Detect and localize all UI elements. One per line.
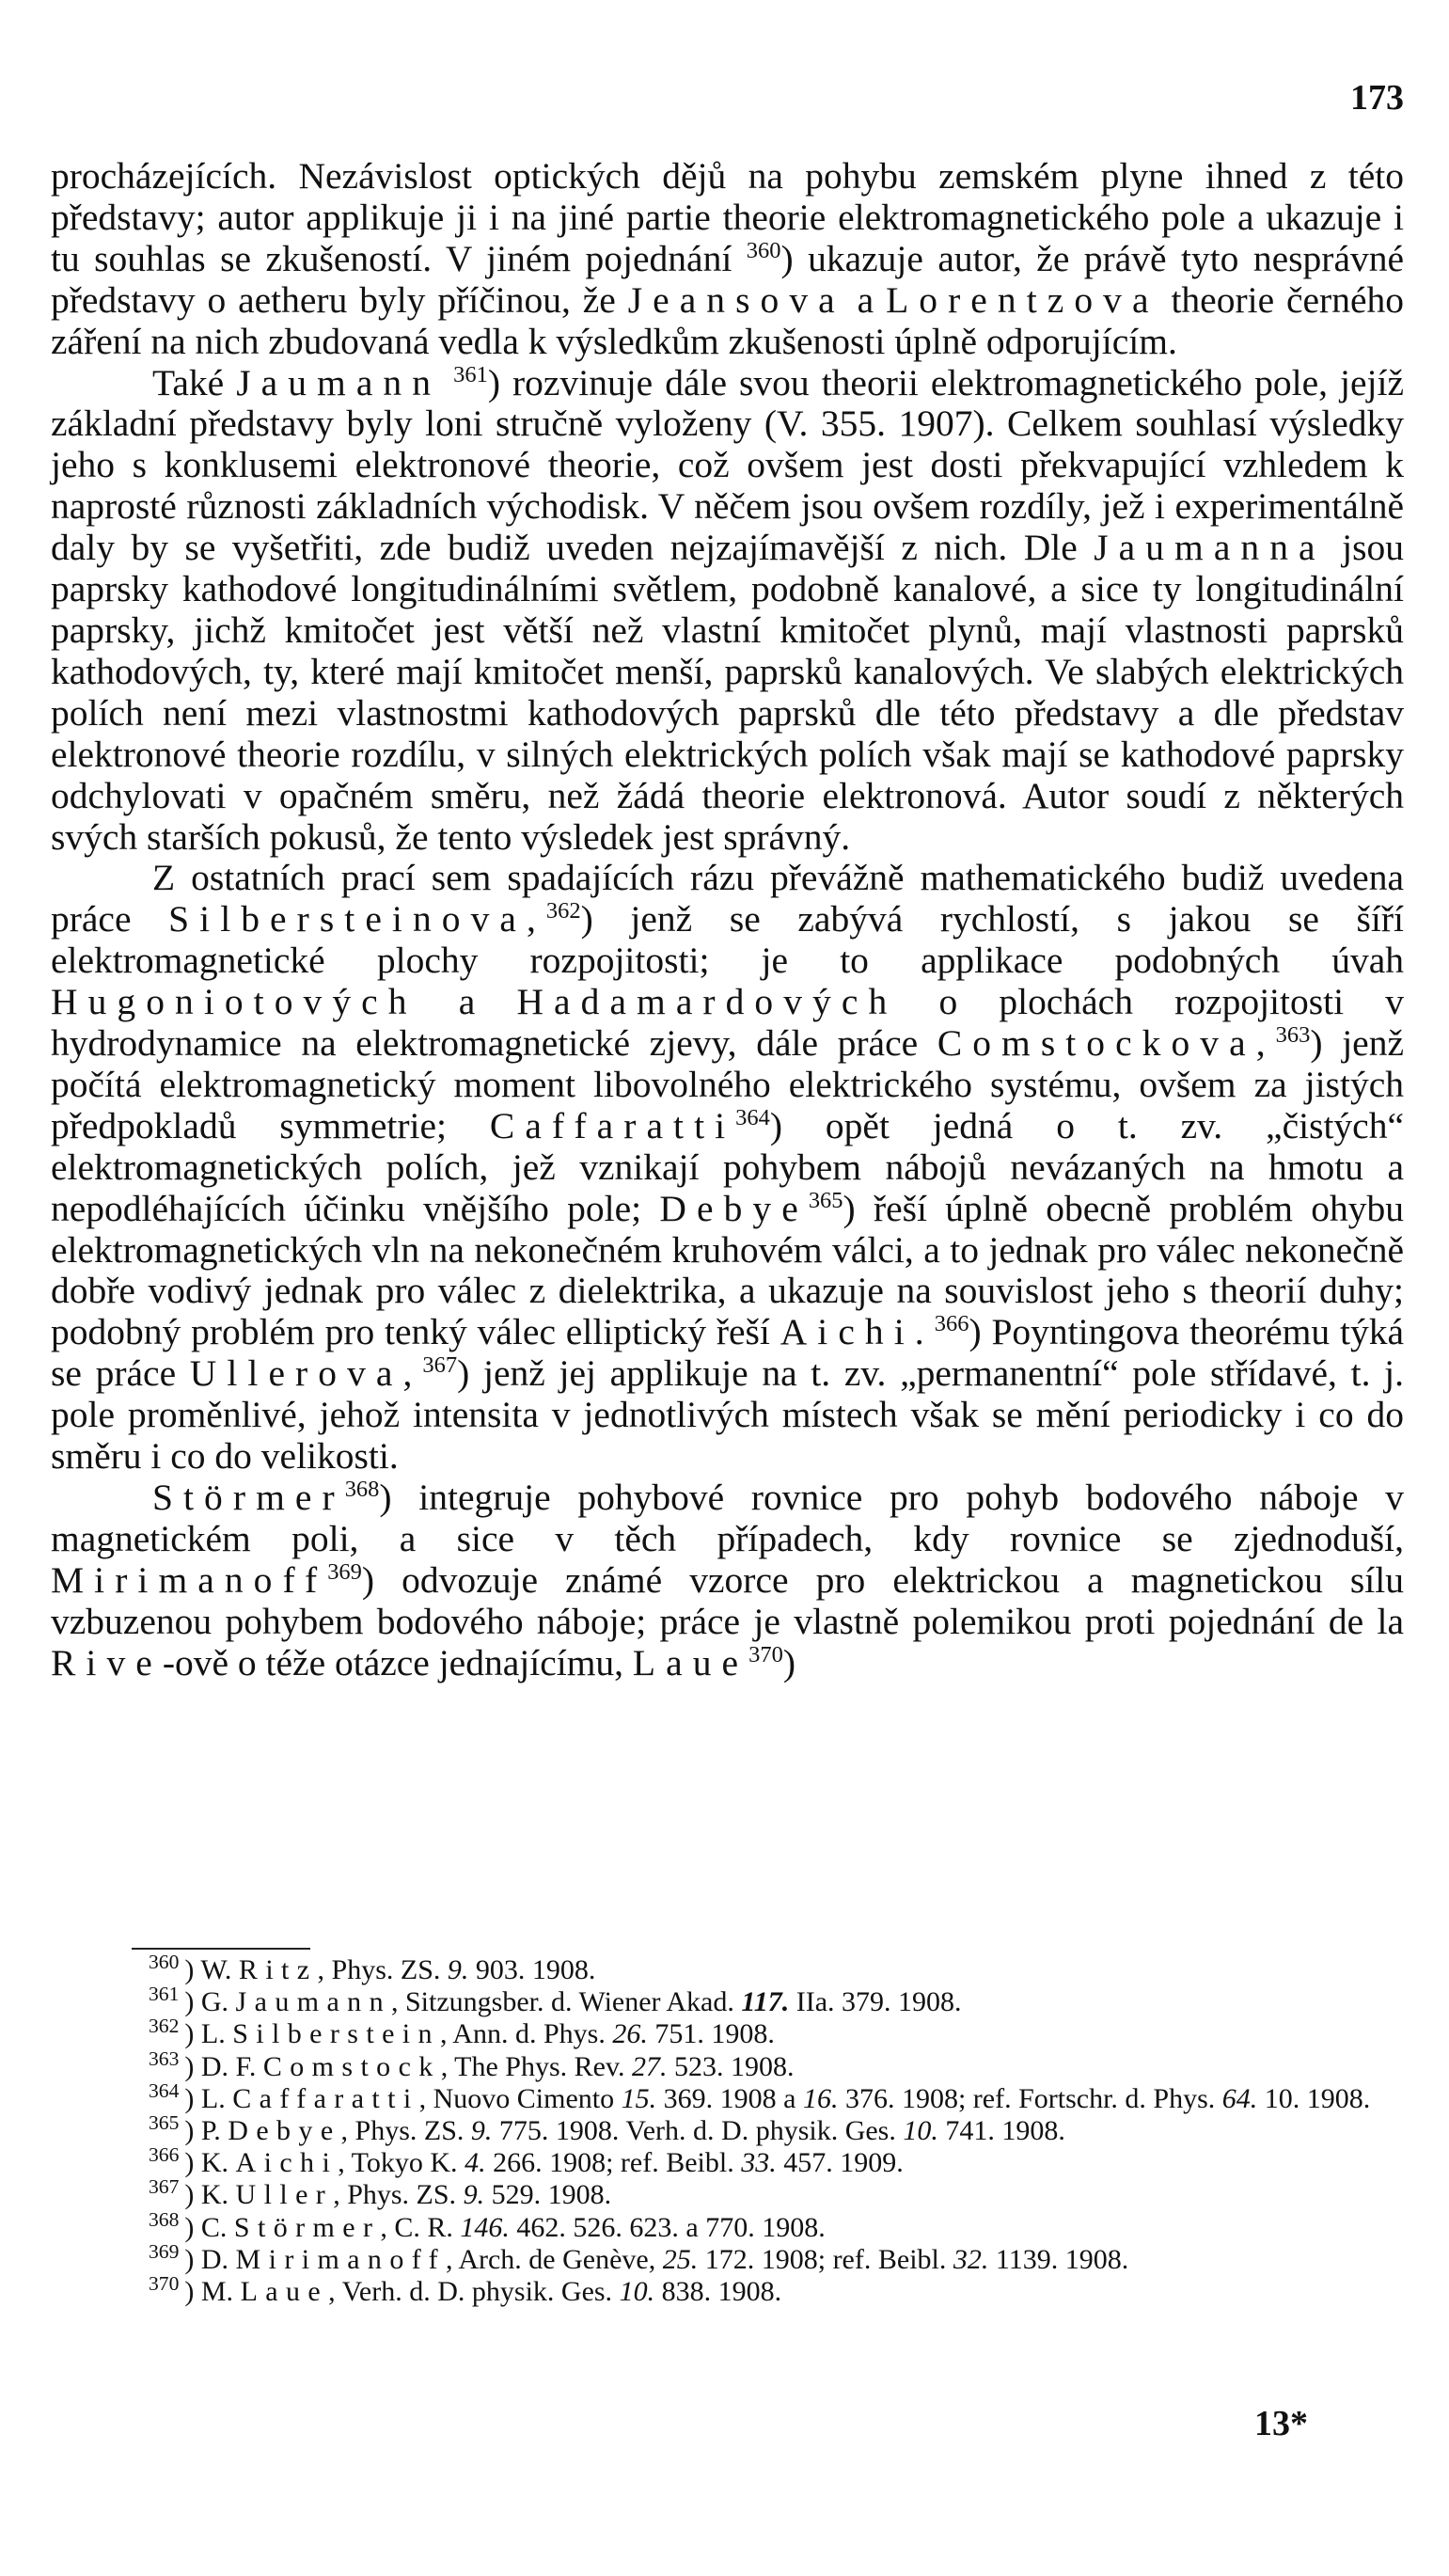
text-run: [441, 362, 453, 403]
text-run: 10. 1908.: [1257, 2082, 1371, 2114]
spaced-name: Jaumann: [235, 1986, 391, 2018]
text-run: 369. 1908 a: [656, 2082, 803, 2114]
footnote-separator: [132, 1948, 310, 1950]
footnote-number: 362: [149, 2015, 180, 2038]
footnote-reference: 361: [453, 361, 488, 387]
text-run: , The Phys. Rev.: [440, 2050, 633, 2082]
volume-number: 33.: [741, 2147, 777, 2179]
volume-number: 9.: [447, 1954, 469, 1985]
footnote-number: 368: [149, 2207, 180, 2231]
text-run: , Phys. ZS.: [317, 1954, 448, 1985]
footnote: [51, 2175, 1404, 2211]
text-run: a: [417, 981, 517, 1023]
text-run: ) C.: [184, 2211, 234, 2243]
text-run: 376. 1908; ref. Fortschr. d. Phys.: [838, 2082, 1222, 2114]
footnote-number: 363: [149, 2047, 180, 2070]
text-run: , Sitzungsber. d. Wiener Akad.: [391, 1986, 742, 2018]
footnote-reference: 364: [735, 1104, 770, 1130]
volume-number: 117.: [741, 1986, 790, 2018]
footnote-reference: 370: [748, 1641, 783, 1667]
footnote-reference: 360: [746, 237, 781, 263]
text-run: 903. 1908.: [468, 1954, 596, 1985]
volume-number: 15.: [621, 2082, 657, 2114]
text-run: 462. 526. 623. a 770. 1908.: [509, 2211, 826, 2243]
text-run: ) D. F.: [184, 2050, 263, 2082]
paragraph: [51, 156, 1404, 363]
text-run: 457. 1909.: [776, 2147, 904, 2179]
text-run: , Arch. de Genève,: [445, 2243, 663, 2275]
text-run: ) jenž počítá elektromagnetický moment libovolného elektrického systému, ovšem za jistých předpokladů symmetrie;: [51, 1022, 1404, 1146]
footnote: [51, 2047, 1404, 2083]
volume-number: 32.: [953, 2243, 989, 2275]
text-run: theorie černého záření na nich zbudovaná vedla k výsledkům zkušenosti úplně odporujícím.: [51, 278, 1404, 362]
spaced-name: Jeansova: [627, 278, 845, 321]
text-run: ): [782, 1641, 795, 1683]
spaced-name: Jaumann: [236, 361, 442, 403]
text-run: ) ukazuje autor, že právě tyto nesprávné představy o aetheru byly příčinou, že: [51, 237, 1405, 321]
spaced-name: Caffaratti: [232, 2082, 419, 2114]
footnote: [51, 2272, 1404, 2308]
spaced-name: Ullerova,: [189, 1352, 423, 1395]
footnote-number: 369: [149, 2239, 180, 2263]
text-run: Také: [152, 361, 237, 403]
text-run: ) řeší úplně obecně problém ohybu elektromagnetických vln na nekonečném kruhovém válci, a to jednak pro válec nekonečně dobře vodivý jednak pro válec z dielektrika, a ukazuje na souvislost jeho s theorií duhy; podobný problém pro tenký válec elliptický řeší: [51, 1187, 1404, 1353]
spaced-name: Debye: [659, 1187, 809, 1229]
footnote-reference: 362: [545, 898, 581, 925]
spaced-name: Rive: [51, 1641, 163, 1683]
volume-number: 146.: [460, 2211, 510, 2243]
text-run: , Tokyo K.: [338, 2147, 465, 2179]
text-run: 751. 1908.: [647, 2018, 775, 2050]
spaced-name: Silbersteinova,: [168, 898, 546, 940]
spaced-name: Aichi.: [780, 1311, 935, 1353]
text-run: , Nuovo Cimento: [418, 2082, 622, 2114]
footnote-number: 367: [149, 2175, 180, 2199]
spaced-name: Caffaratti: [489, 1104, 736, 1146]
text-run: ) L.: [184, 2082, 233, 2114]
spaced-name: Aichi: [235, 2147, 339, 2179]
text-run: 266. 1908; ref. Beibl.: [485, 2147, 742, 2179]
text-run: ) odvozuje známé vzorce pro elektrickou a magnetickou sílu vzbuzenou pohybem bodového náboje; práce je vlastně polemikou proti pojednání de la: [51, 1558, 1404, 1642]
text-run: , C. R.: [380, 2211, 461, 2243]
text-run: ) K.: [184, 2179, 236, 2211]
volume-number: 10.: [903, 2115, 938, 2147]
text-run: ) G.: [184, 1986, 236, 2018]
spaced-name: Hugoniotových: [51, 981, 417, 1023]
spaced-name: Laue: [632, 1641, 749, 1683]
text-run: ) Poyntingova theorému týká se práce: [51, 1311, 1404, 1395]
volume-number: 10.: [619, 2276, 655, 2308]
footnote-number: 361: [149, 1983, 180, 2006]
footnote-number: 360: [149, 1951, 180, 1973]
footnote-reference: 363: [1275, 1021, 1311, 1048]
volume-number: 9.: [463, 2179, 485, 2211]
spaced-name: Comstock: [262, 2050, 441, 2082]
footnote: [51, 2239, 1404, 2276]
text-run: a: [844, 278, 887, 321]
footnote-reference: 366: [934, 1311, 969, 1337]
footnote: [51, 2078, 1404, 2115]
footnote-number: 365: [149, 2111, 180, 2135]
text-run: ) K.: [184, 2147, 236, 2179]
text-run: jsou paprsky kathodové longitudinálními světlem, podobně kanalové, a sice ty longitudinální paprsky, jichž kmitočet jest větší než vlastní kmitočet plynů, mají vlastnosti paprsků kathodových, ty, které mají kmitočet menší, paprsků kanalových. Ve slabých elektrických polích není mezi vlastnostmi kathodových paprsků dle této představy a dle představ elektronové theorie rozdílu, v silných elektrických polích však mají se kathodové paprsky odchylovati v opačném směru, než žádá theorie elektronová. Autor soudí z některých svých starších pokusů, že tento výsledek jest správný.: [51, 527, 1404, 858]
text-run: ) rozvinuje dále svou theorii elektromagnetického pole, jejíž základní představy byly loni stručně vyloženy (V. 355. 1907). Celkem souhlasí výsledky jeho s konklusemi elektronové theorie, což ovšem jest dosti překvapující vzhledem k naprosté různosti základních východisk. V něčem jsou ovšem rozdíly, jež i experimentálně daly by se vyšetřiti, zde budiž uveden nejzajímavější z nich. Dle: [51, 361, 1404, 569]
spaced-name: Hadamardových: [516, 981, 898, 1023]
spaced-name: Mirimanoff: [235, 2243, 446, 2275]
text-run: 172. 1908; ref. Beibl.: [698, 2243, 953, 2275]
paragraph: [51, 858, 1404, 1478]
spaced-name: Lorentzova: [886, 278, 1159, 321]
text-run: Z ostatních prací sem spadajících rázu převážně mathematického budiž uvedena práce: [51, 857, 1404, 940]
text-run: ) W.: [184, 1954, 239, 1985]
paragraph: [51, 1478, 1404, 1684]
text-run: , Ann. d. Phys.: [439, 2018, 613, 2050]
spaced-name: Comstockova,: [937, 1022, 1276, 1065]
spaced-name: Silberstein: [232, 2018, 440, 2050]
text-run: 1139. 1908.: [988, 2243, 1129, 2275]
footnote: [51, 2015, 1404, 2050]
spaced-name: Uller: [235, 2179, 334, 2211]
text-run: ) jenž se zabývá rychlostí, s jakou se šíří elektromagnetické plochy rozpojitosti; je to applikace podobných úvah: [51, 898, 1405, 982]
volume-number: 27.: [632, 2050, 668, 2082]
volume-number: 64.: [1221, 2082, 1258, 2114]
spaced-name: Ritz: [238, 1954, 318, 1985]
footnote: [51, 1951, 1404, 1986]
footnote-reference: 369: [327, 1558, 362, 1585]
volume-number: 9.: [470, 2115, 493, 2147]
spaced-name: Jaumanna: [1094, 527, 1326, 569]
text-run: o plochách rozpojitosti v hydrodynamice na elektromagnetické zjevy, dále práce: [51, 981, 1404, 1065]
text-run: ) D.: [184, 2243, 236, 2275]
footnote: [51, 2143, 1404, 2179]
text-run: ) P.: [184, 2115, 228, 2147]
text-run: ) opět jedná o t. zv. „čistých“ elektromagnetických polích, jež vznikají pohybem nábojů nevázaných na hmotu a nepodléhajících účinku vnějšího pole;: [51, 1104, 1404, 1229]
text-run: procházejících. Nezávislost optických dějů na pohybu zemském plyne ihned z této představy; autor applikuje ji i na jiné partie theorie elektromagnetického pole a ukazuje i tu souhlas se zkušeností. V jiném pojednání: [51, 155, 1404, 279]
text-run: 775. 1908. Verh. d. D. physik. Ges.: [492, 2115, 904, 2147]
text-run: , Phys. ZS.: [340, 2115, 471, 2147]
footnote-reference: 367: [422, 1352, 458, 1379]
footnote-number: 364: [149, 2078, 180, 2102]
body-text: [51, 156, 1404, 1684]
volume-number: 16.: [802, 2082, 839, 2114]
footnote-reference: 368: [344, 1476, 380, 1502]
spaced-name: Laue: [240, 2276, 329, 2308]
text-run: 529. 1908.: [484, 2179, 612, 2211]
spaced-name: Debye: [228, 2115, 341, 2147]
text-run: ) jenž jej applikuje na t. zv. „permanentní“ pole střídavé, t. j. pole proměnlivé, jehož intensita v jednotlivých místech však se mění periodicky i co do směru i co do velikosti.: [51, 1352, 1404, 1478]
spaced-name: Mirimanoff: [51, 1558, 328, 1601]
text-run: , Phys. ZS.: [333, 2179, 464, 2211]
text-run: ) L.: [184, 2018, 233, 2050]
text-run: , Verh. d. D. physik. Ges.: [328, 2276, 620, 2308]
footnote: [51, 1983, 1404, 2018]
footnotes: [51, 1951, 1404, 2308]
text-run: 523. 1908.: [667, 2050, 795, 2082]
text-run: ) integruje pohybové rovnice pro pohyb bodového náboje v magnetickém poli, a sice v těch případech, kdy rovnice se zjednoduší,: [51, 1477, 1404, 1559]
paragraph: [51, 363, 1404, 859]
volume-number: 25.: [662, 2243, 699, 2275]
volume-number: 26.: [612, 2018, 648, 2050]
footnote: [51, 2207, 1404, 2244]
text-run: 838. 1908.: [654, 2276, 782, 2308]
volume-number: 4.: [465, 2147, 486, 2179]
page-number: 173: [1350, 78, 1404, 118]
text-run: 741. 1908.: [937, 2115, 1065, 2147]
text-run: ) M.: [184, 2276, 241, 2308]
spaced-name: Störmer: [233, 2211, 381, 2243]
sheet-signature: 13*: [1254, 2404, 1308, 2443]
spaced-name: Störmer: [152, 1477, 345, 1518]
footnote-reference: 365: [808, 1187, 843, 1213]
text-run: -ově o téže otázce jednajícímu,: [162, 1641, 633, 1683]
footnote-number: 370: [149, 2272, 180, 2296]
footnote: [51, 2111, 1404, 2147]
text-run: IIa. 379. 1908.: [789, 1986, 962, 2018]
footnote-number: 366: [149, 2143, 180, 2167]
